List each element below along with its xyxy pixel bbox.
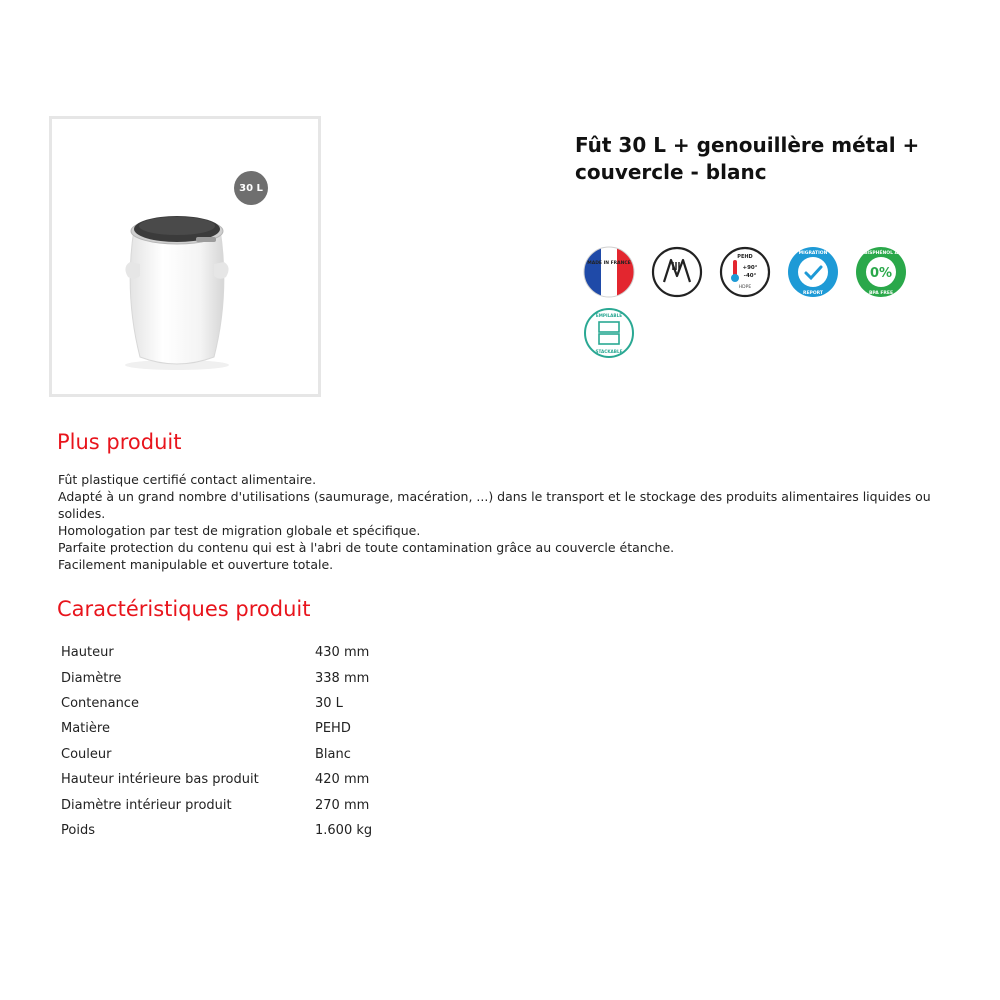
- spec-value: 270 mm: [315, 797, 370, 813]
- capacity-badge: 30 L: [234, 171, 268, 205]
- plus-produit-description: [58, 471, 948, 573]
- svg-text:+90°: +90°: [742, 265, 758, 271]
- table-row: [57, 818, 439, 843]
- description-line: Parfaite protection du contenu qui est à l'abri de toute contamination grâce au couvercle étanche.: [58, 540, 675, 555]
- svg-text:BISPHÉNOL A: BISPHÉNOL A: [864, 251, 898, 256]
- white-plastic-drum-image: [52, 119, 318, 394]
- spec-value: 30 L: [315, 695, 343, 711]
- food-contact-badge-icon: [651, 246, 703, 298]
- spec-value: 430 mm: [315, 645, 370, 661]
- specs-table: [57, 640, 439, 843]
- svg-text:BPA FREE: BPA FREE: [868, 291, 894, 296]
- spec-label: Hauteur intérieure bas produit: [61, 772, 259, 788]
- spec-label: Couleur: [61, 746, 112, 762]
- table-row: [57, 640, 439, 665]
- svg-text:0%: 0%: [869, 266, 893, 281]
- svg-text:MADE IN FRANCE: MADE IN FRANCE: [587, 261, 631, 266]
- caracteristiques-heading: Caractéristiques produit: [57, 597, 311, 621]
- table-row: [57, 767, 439, 792]
- spec-value: Blanc: [315, 746, 351, 762]
- spec-label: Matière: [61, 721, 110, 737]
- product-title: Fût 30 L + genouillère métal + couvercle - blanc: [575, 133, 920, 184]
- svg-text:HDPE: HDPE: [738, 285, 752, 290]
- table-row: [57, 665, 439, 690]
- svg-text:STACKABLE: STACKABLE: [595, 349, 623, 354]
- made-in-france-badge-icon: [583, 246, 635, 298]
- svg-text:EMPILABLE: EMPILABLE: [595, 313, 623, 318]
- svg-text:-40°: -40°: [743, 273, 757, 279]
- spec-value: 1.600 kg: [315, 822, 373, 838]
- table-row: [57, 742, 439, 767]
- spec-label: Poids: [61, 822, 95, 838]
- svg-text:REPORT: REPORT: [803, 291, 823, 296]
- product-image-frame: [49, 116, 321, 397]
- svg-text:MIGRATION: MIGRATION: [798, 251, 828, 256]
- description-line: Facilement manipulable et ouverture totale.: [58, 557, 334, 572]
- description-line: Adapté à un grand nombre d'utilisations (saumurage, macération, ...) dans le transport et le stockage des produits alimentaires liquides ou solides.: [58, 489, 931, 521]
- stackable-badge-icon: [583, 307, 635, 359]
- svg-text:PEHD: PEHD: [737, 254, 753, 260]
- description-line: Homologation par test de migration globale et spécifique.: [58, 523, 421, 538]
- spec-label: Contenance: [61, 695, 139, 711]
- description-line: Fût plastique certifié contact alimentaire.: [58, 472, 317, 487]
- bpa-free-badge-icon: [855, 246, 907, 298]
- spec-label: Diamètre intérieur produit: [61, 797, 232, 813]
- plus-produit-heading: Plus produit: [57, 430, 182, 454]
- table-row: [57, 792, 439, 817]
- spec-label: Diamètre: [61, 670, 122, 686]
- spec-label: Hauteur: [61, 645, 114, 661]
- table-row: [57, 691, 439, 716]
- table-row: [57, 716, 439, 741]
- spec-value: PEHD: [315, 721, 351, 737]
- spec-value: 338 mm: [315, 670, 370, 686]
- spec-value: 420 mm: [315, 772, 370, 788]
- migration-testing-badge-icon: [787, 246, 839, 298]
- pehd-temperature-badge-icon: [719, 246, 771, 298]
